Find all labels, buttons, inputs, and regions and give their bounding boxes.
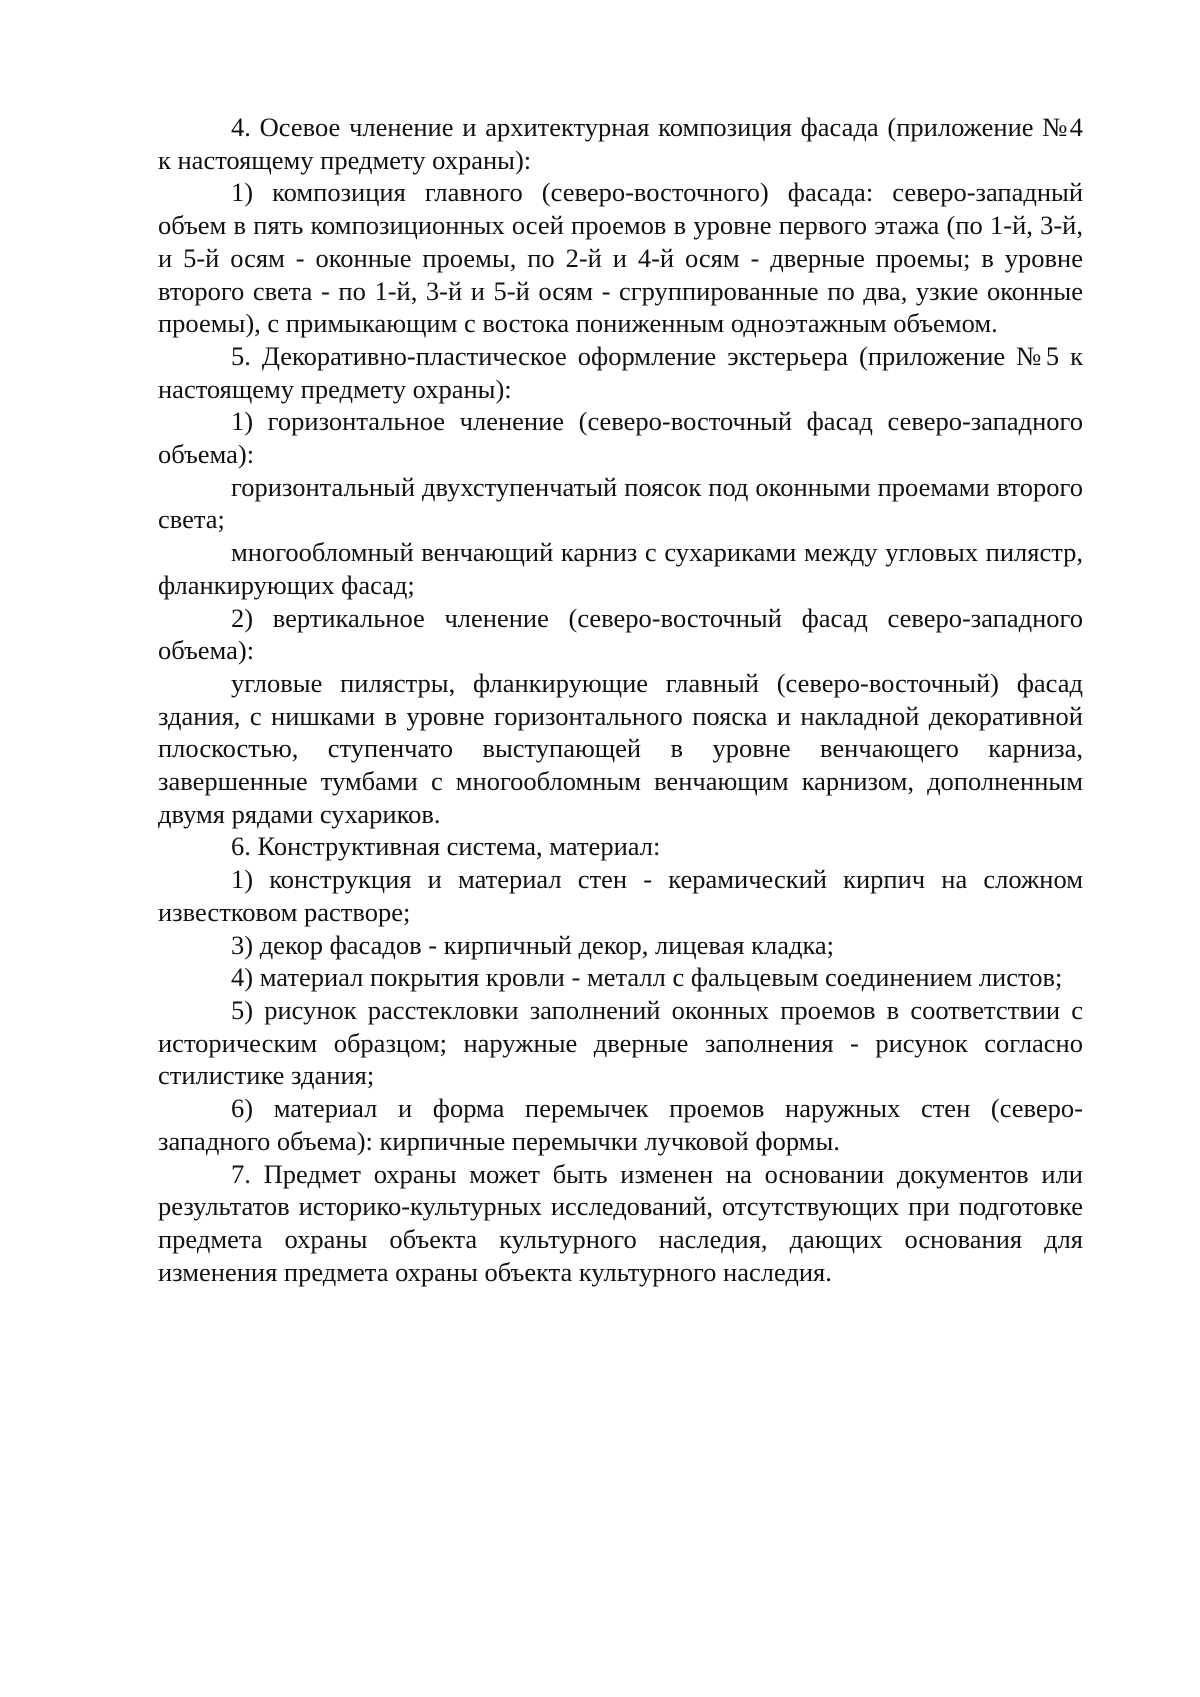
paragraph-item-7: 7. Предмет охраны может быть изменен на основании документов или результатов историко-культурных исследований, отсутствующих при подготовке предмета охраны объекта культурного наследия, дающих основания для изменения предмета охраны объекта культурного наследия. (158, 1158, 1083, 1287)
paragraph-item-5-1-b: многообломный венчающий карниз с сухариками между угловых пилястр, фланкирующих фасад; (158, 537, 1083, 600)
paragraph-item-4: 4. Осевое членение и архитектурная композиция фасада (приложение №4 к настоящему предмету охраны): (158, 112, 1083, 175)
paragraph-item-6-5: 5) рисунок расстекловки заполнений оконных проемов в соответствии с историческим образцом; наружные дверные заполнения - рисунок согласно стилистике здания; (158, 994, 1083, 1091)
paragraph-item-5-1-a: горизонтальный двухступенчатый поясок под оконными проемами второго света; (158, 471, 1083, 535)
paragraph-item-6-6: 6) материал и форма перемычек проемов наружных стен (северо-западного объема): кирпичные перемычки лучковой формы. (158, 1093, 1083, 1156)
paragraph-item-5-2-a: угловые пилястры, фланкирующие главный (северо-восточный) фасад здания, с нишками в уровне горизонтального пояска и накладной декоративной плоскостью, ступенчато выступающей в уровне венчающего карниза, завершенные тумбами с многообломным венчающим карнизом, дополненным двумя рядами сухариков. (158, 667, 1083, 829)
paragraph-item-6-3: 3) декор фасадов - кирпичный декор, лицевая кладка; (231, 929, 835, 960)
paragraph-item-4-1: 1) композиция главного (северо-восточного) фасада: северо-западный объем в пять композиционных осей проемов в уровне первого этажа (по 1-й, 3-й, и 5-й осям - оконные проемы, по 2-й и 4-й осям - дверные проемы; в уровне второго света - по 1-й, 3-й и 5-й осям - сгруппированные по два, узкие оконные проемы), с примыкающим с востока пониженным одноэтажным объемом. (158, 177, 1083, 339)
paragraph-item-5-2: 2) вертикальное членение (северо-восточный фасад северо-западного объема): (158, 602, 1083, 666)
paragraph-item-6-1: 1) конструкция и материал стен - керамический кирпич на сложном известковом растворе; (158, 864, 1083, 927)
paragraph-item-5-1: 1) горизонтальное членение (северо-восточный фасад северо-западного объема): (158, 406, 1083, 470)
paragraph-item-5: 5. Декоративно-пластическое оформление экстерьера (приложение №5 к настоящему предмету охраны): (158, 340, 1083, 404)
paragraph-item-6: 6. Конструктивная система, материал: (231, 831, 661, 862)
paragraph-item-6-4: 4) материал покрытия кровли - металл с фальцевым соединением листов; (231, 962, 1063, 993)
document-page (158, 111, 1083, 1288)
